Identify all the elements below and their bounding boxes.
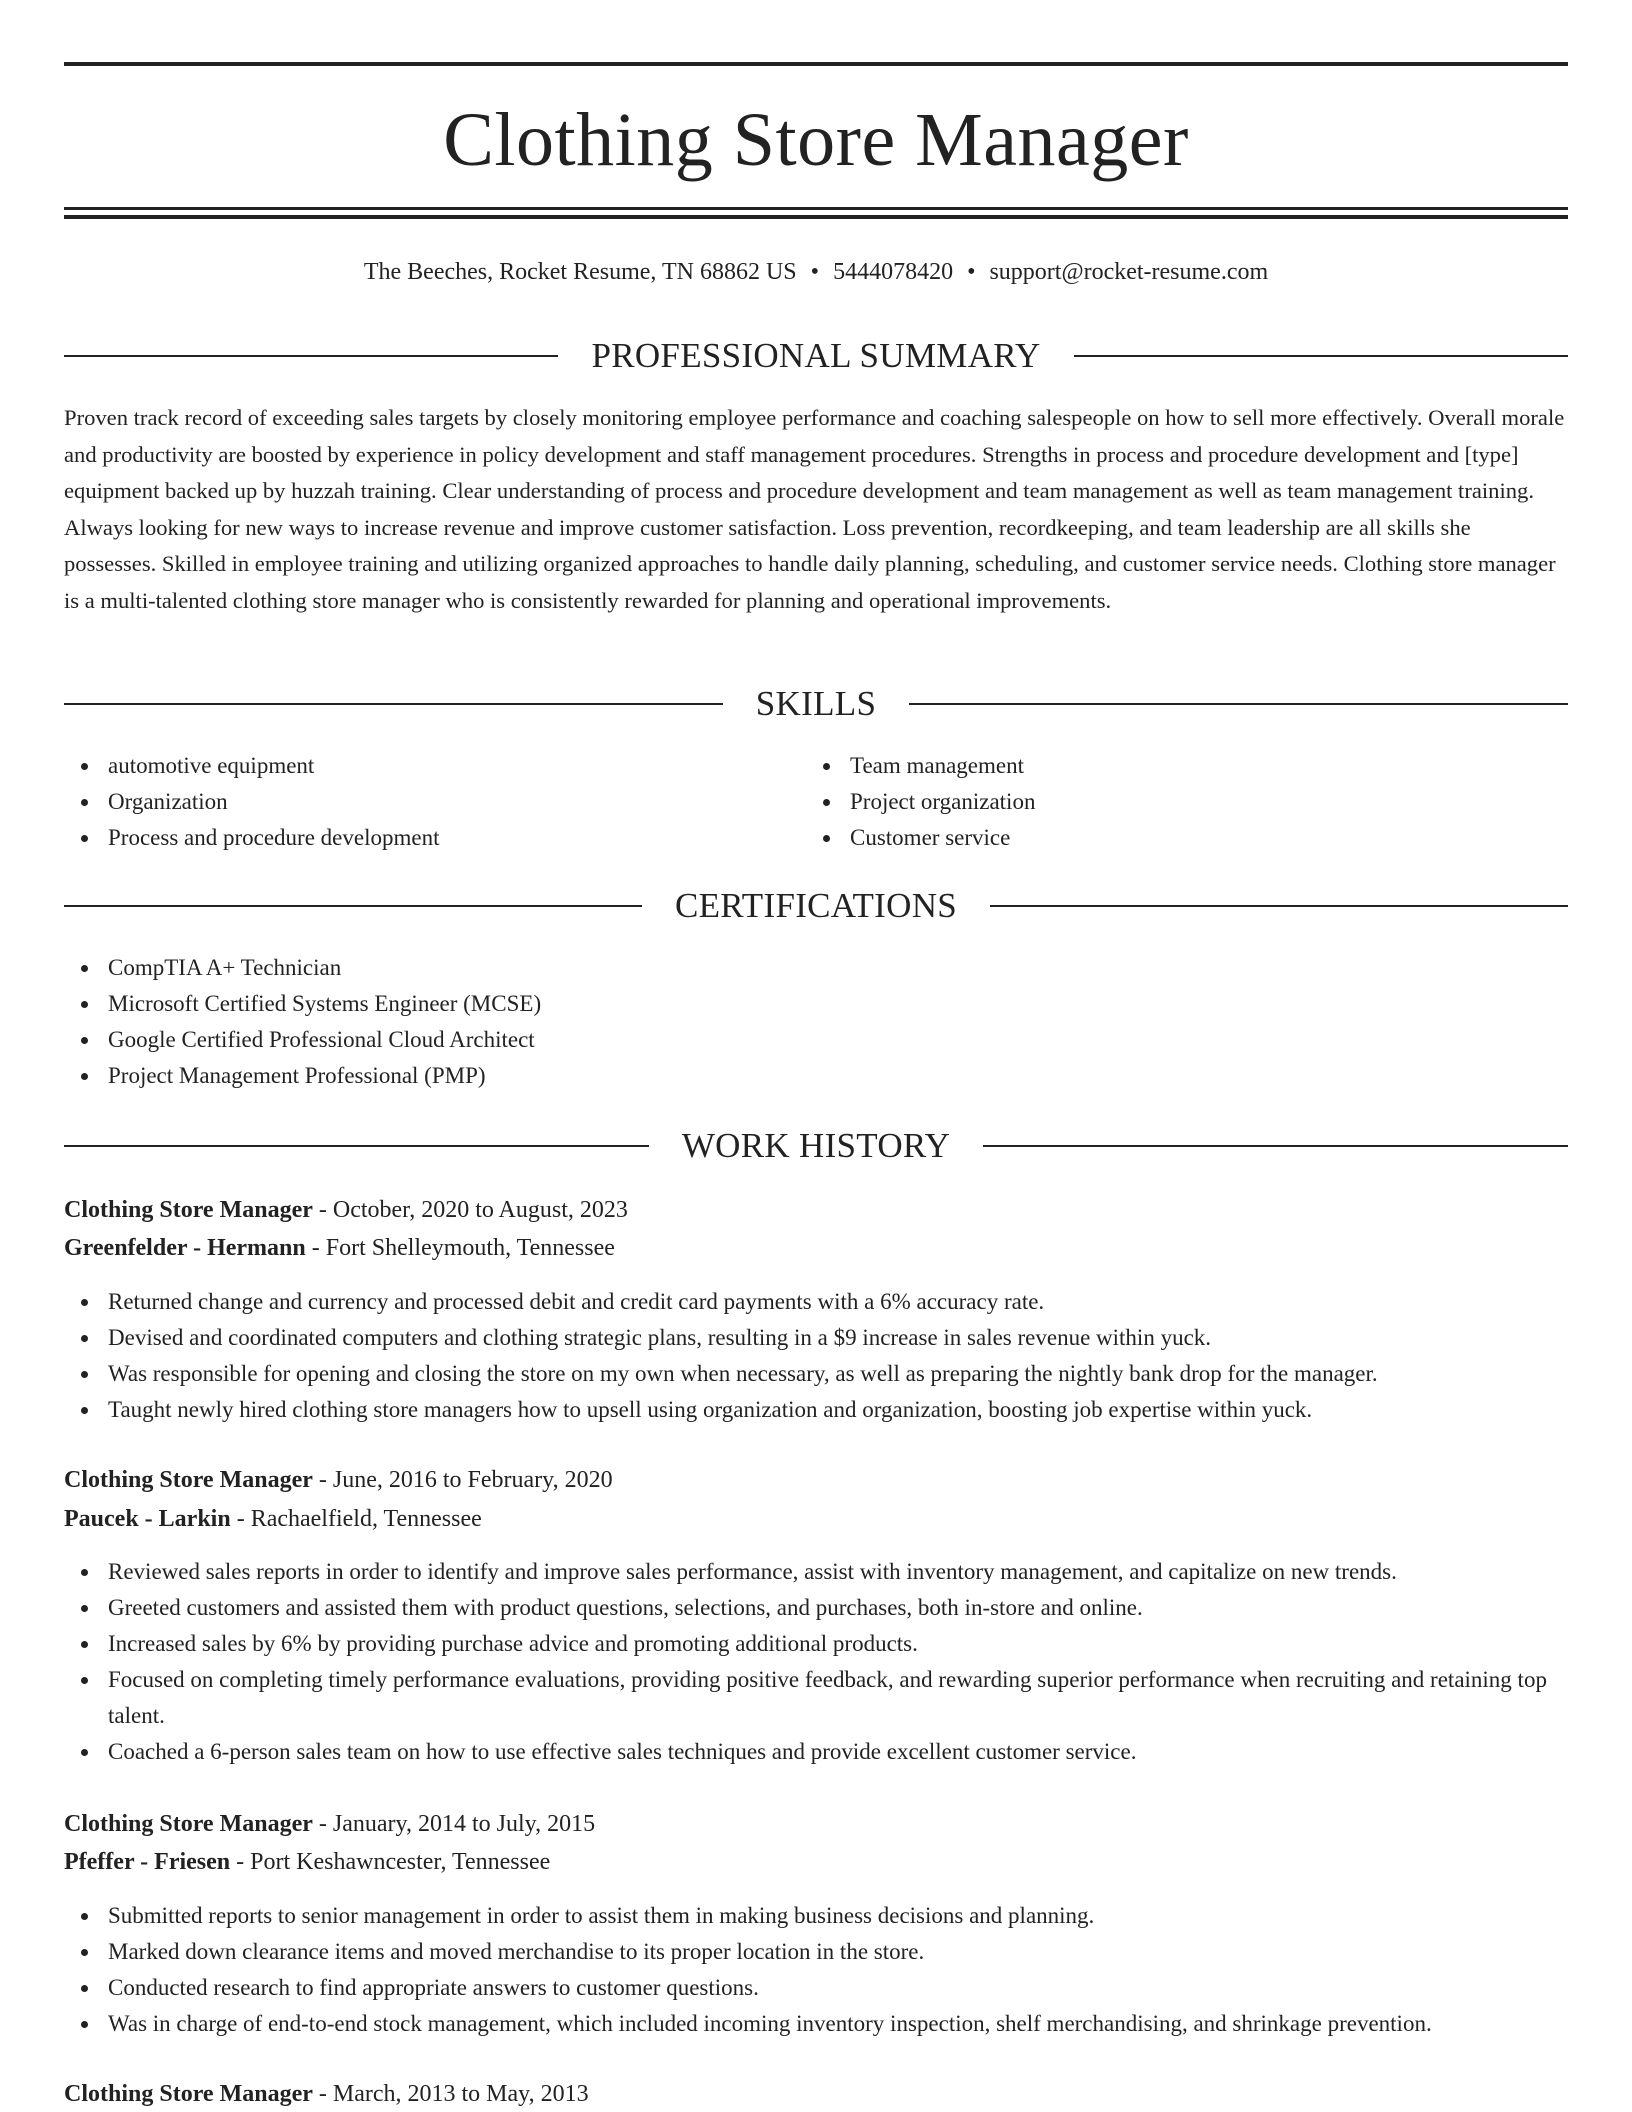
job-company: Paucek - Larkin	[64, 1506, 231, 1532]
divider-line	[64, 703, 723, 705]
job-location: Fort Shelleymouth, Tennessee	[325, 1235, 615, 1261]
job-dates: October, 2020 to August, 2023	[332, 1197, 628, 1223]
divider-line	[909, 703, 1568, 705]
section-heading-summary	[64, 334, 1568, 378]
section-heading-certifications	[64, 884, 1568, 928]
job-company-line: Greenfelder - Hermann - Fort Shelleymouth, Tennessee	[64, 1235, 615, 1261]
summary-text: Proven track record of exceeding sales targets by closely monitoring employee performance and coaching salespeople on how to sell more effectively. Overall morale and productivity are boosted by experience in policy development and staff management procedures. Strengths in process and procedure development and [type] equipment backed up by huzzah training. Clear understanding of process and procedure development and team management as well as team management training. Always looking for new ways to increase revenue and improve customer satisfaction. Loss prevention, recordkeeping, and team leadership are all skills she possesses. Skilled in employee training and utilizing organized approaches to handle daily planning, scheduling, and customer service needs. Clothing store manager is a multi-talented clothing store manager who is consistently rewarded for planning and operational improvements.	[64, 405, 1565, 613]
job-duty-item: Was responsible for opening and closing the store on my own when necessary, as well as preparing the nightly bank drop for the manager.	[64, 1356, 1568, 1392]
skill-item: Project organization	[806, 784, 1546, 820]
job-title-line: Clothing Store Manager - June, 2016 to February, 2020	[64, 1467, 613, 1493]
job-company-line: Pfeffer - Friesen - Port Keshawncester, Tennessee	[64, 1849, 551, 1875]
skill-item: automotive equipment	[64, 748, 804, 784]
section-heading-work-history	[64, 1124, 1568, 1168]
header-top-rule	[64, 62, 1568, 66]
job-duties-list	[64, 1898, 1568, 2042]
job-dates: June, 2016 to February, 2020	[332, 1467, 613, 1493]
divider-line	[64, 1145, 649, 1147]
certification-item: Google Certified Professional Cloud Architect	[64, 1022, 1568, 1058]
job-duty-item: Submitted reports to senior management in order to assist them in making business decisions and planning.	[64, 1898, 1568, 1934]
job-duty-item: Conducted research to find appropriate answers to customer questions.	[64, 1970, 1568, 2006]
job-company-line: Paucek - Larkin - Rachaelfield, Tennessee	[64, 1506, 482, 1532]
divider-line	[64, 355, 558, 357]
certification-item: CompTIA A+ Technician	[64, 950, 1568, 986]
divider-line	[1074, 355, 1568, 357]
contact-address: The Beeches, Rocket Resume, TN 68862 US	[363, 259, 797, 285]
job-duty-item: Devised and coordinated computers and clothing strategic plans, resulting in a $9 increase in sales revenue within yuck.	[64, 1320, 1568, 1356]
section-heading-skills	[64, 682, 1568, 726]
resume-title: Clothing Store Manager	[443, 98, 1189, 182]
divider-line	[983, 1145, 1568, 1147]
job-title: Clothing Store Manager	[64, 1197, 313, 1223]
section-title: PROFESSIONAL SUMMARY	[591, 336, 1041, 375]
certifications-list	[64, 950, 1568, 1094]
contact-separator: •	[810, 259, 820, 285]
job-title-line: Clothing Store Manager - October, 2020 to August, 2023	[64, 1197, 628, 1223]
job-duty-item: Was in charge of end-to-end stock management, which included incoming inventory inspection, shelf merchandising, and shrinkage prevention.	[64, 2006, 1568, 2042]
skill-item: Organization	[64, 784, 804, 820]
job-company: Pfeffer - Friesen	[64, 1849, 231, 1875]
divider-line	[990, 905, 1568, 907]
skill-item: Team management	[806, 748, 1546, 784]
job-title: Clothing Store Manager	[64, 1811, 313, 1837]
contact-separator: •	[967, 259, 976, 285]
job-duty-item: Greeted customers and assisted them with product questions, selections, and purchases, both in-store and online.	[64, 1590, 1568, 1626]
header-double-rule-upper	[64, 207, 1568, 210]
skills-list-right	[806, 748, 1546, 856]
job-duty-item: Returned change and currency and processed debit and credit card payments with a 6% accuracy rate.	[64, 1284, 1568, 1320]
job-title: Clothing Store Manager	[64, 1467, 313, 1493]
job-duty-item: Marked down clearance items and moved merchandise to its proper location in the store.	[64, 1934, 1568, 1970]
job-title: Clothing Store Manager	[64, 2081, 313, 2107]
section-title: CERTIFICATIONS	[674, 886, 958, 925]
job-duties-list	[64, 1284, 1568, 1428]
job-title-line: Clothing Store Manager - January, 2014 to July, 2015	[64, 1811, 596, 1837]
section-title: SKILLS	[755, 684, 877, 723]
job-duty-item: Coached a 6-person sales team on how to use effective sales techniques and provide excellent customer service.	[64, 1734, 1568, 1770]
job-company: Greenfelder - Hermann	[64, 1235, 306, 1261]
skill-item: Process and procedure development	[64, 820, 804, 856]
job-duty-item: Reviewed sales reports in order to identify and improve sales performance, assist with inventory management, and capitalize on new trends.	[64, 1554, 1568, 1590]
job-title-line: Clothing Store Manager - March, 2013 to May, 2013	[64, 2081, 589, 2107]
job-location: Port Keshawncester, Tennessee	[250, 1849, 551, 1875]
contact-email: support@rocket-resume.com	[989, 259, 1269, 285]
section-title: WORK HISTORY	[681, 1126, 951, 1165]
job-dates: January, 2014 to July, 2015	[332, 1811, 596, 1837]
job-duty-item: Increased sales by 6% by providing purchase advice and promoting additional products.	[64, 1626, 1568, 1662]
job-duty-item: Taught newly hired clothing store managers how to upsell using organization and organization, boosting job expertise within yuck.	[64, 1392, 1568, 1428]
skill-item: Customer service	[806, 820, 1546, 856]
job-dates: March, 2013 to May, 2013	[332, 2081, 589, 2107]
skills-list-left	[64, 748, 804, 856]
contact-phone: 5444078420	[833, 259, 954, 285]
divider-line	[64, 905, 642, 907]
certification-item: Microsoft Certified Systems Engineer (MCSE)	[64, 986, 1568, 1022]
certification-item: Project Management Professional (PMP)	[64, 1058, 1568, 1094]
contact-line	[64, 255, 1568, 289]
job-duty-item: Focused on completing timely performance evaluations, providing positive feedback, and rewarding superior performance when recruiting and retaining top talent.	[64, 1662, 1568, 1734]
job-duties-list	[64, 1554, 1568, 1770]
header-double-rule-lower	[64, 215, 1568, 219]
job-location: Rachaelfield, Tennessee	[250, 1506, 482, 1532]
